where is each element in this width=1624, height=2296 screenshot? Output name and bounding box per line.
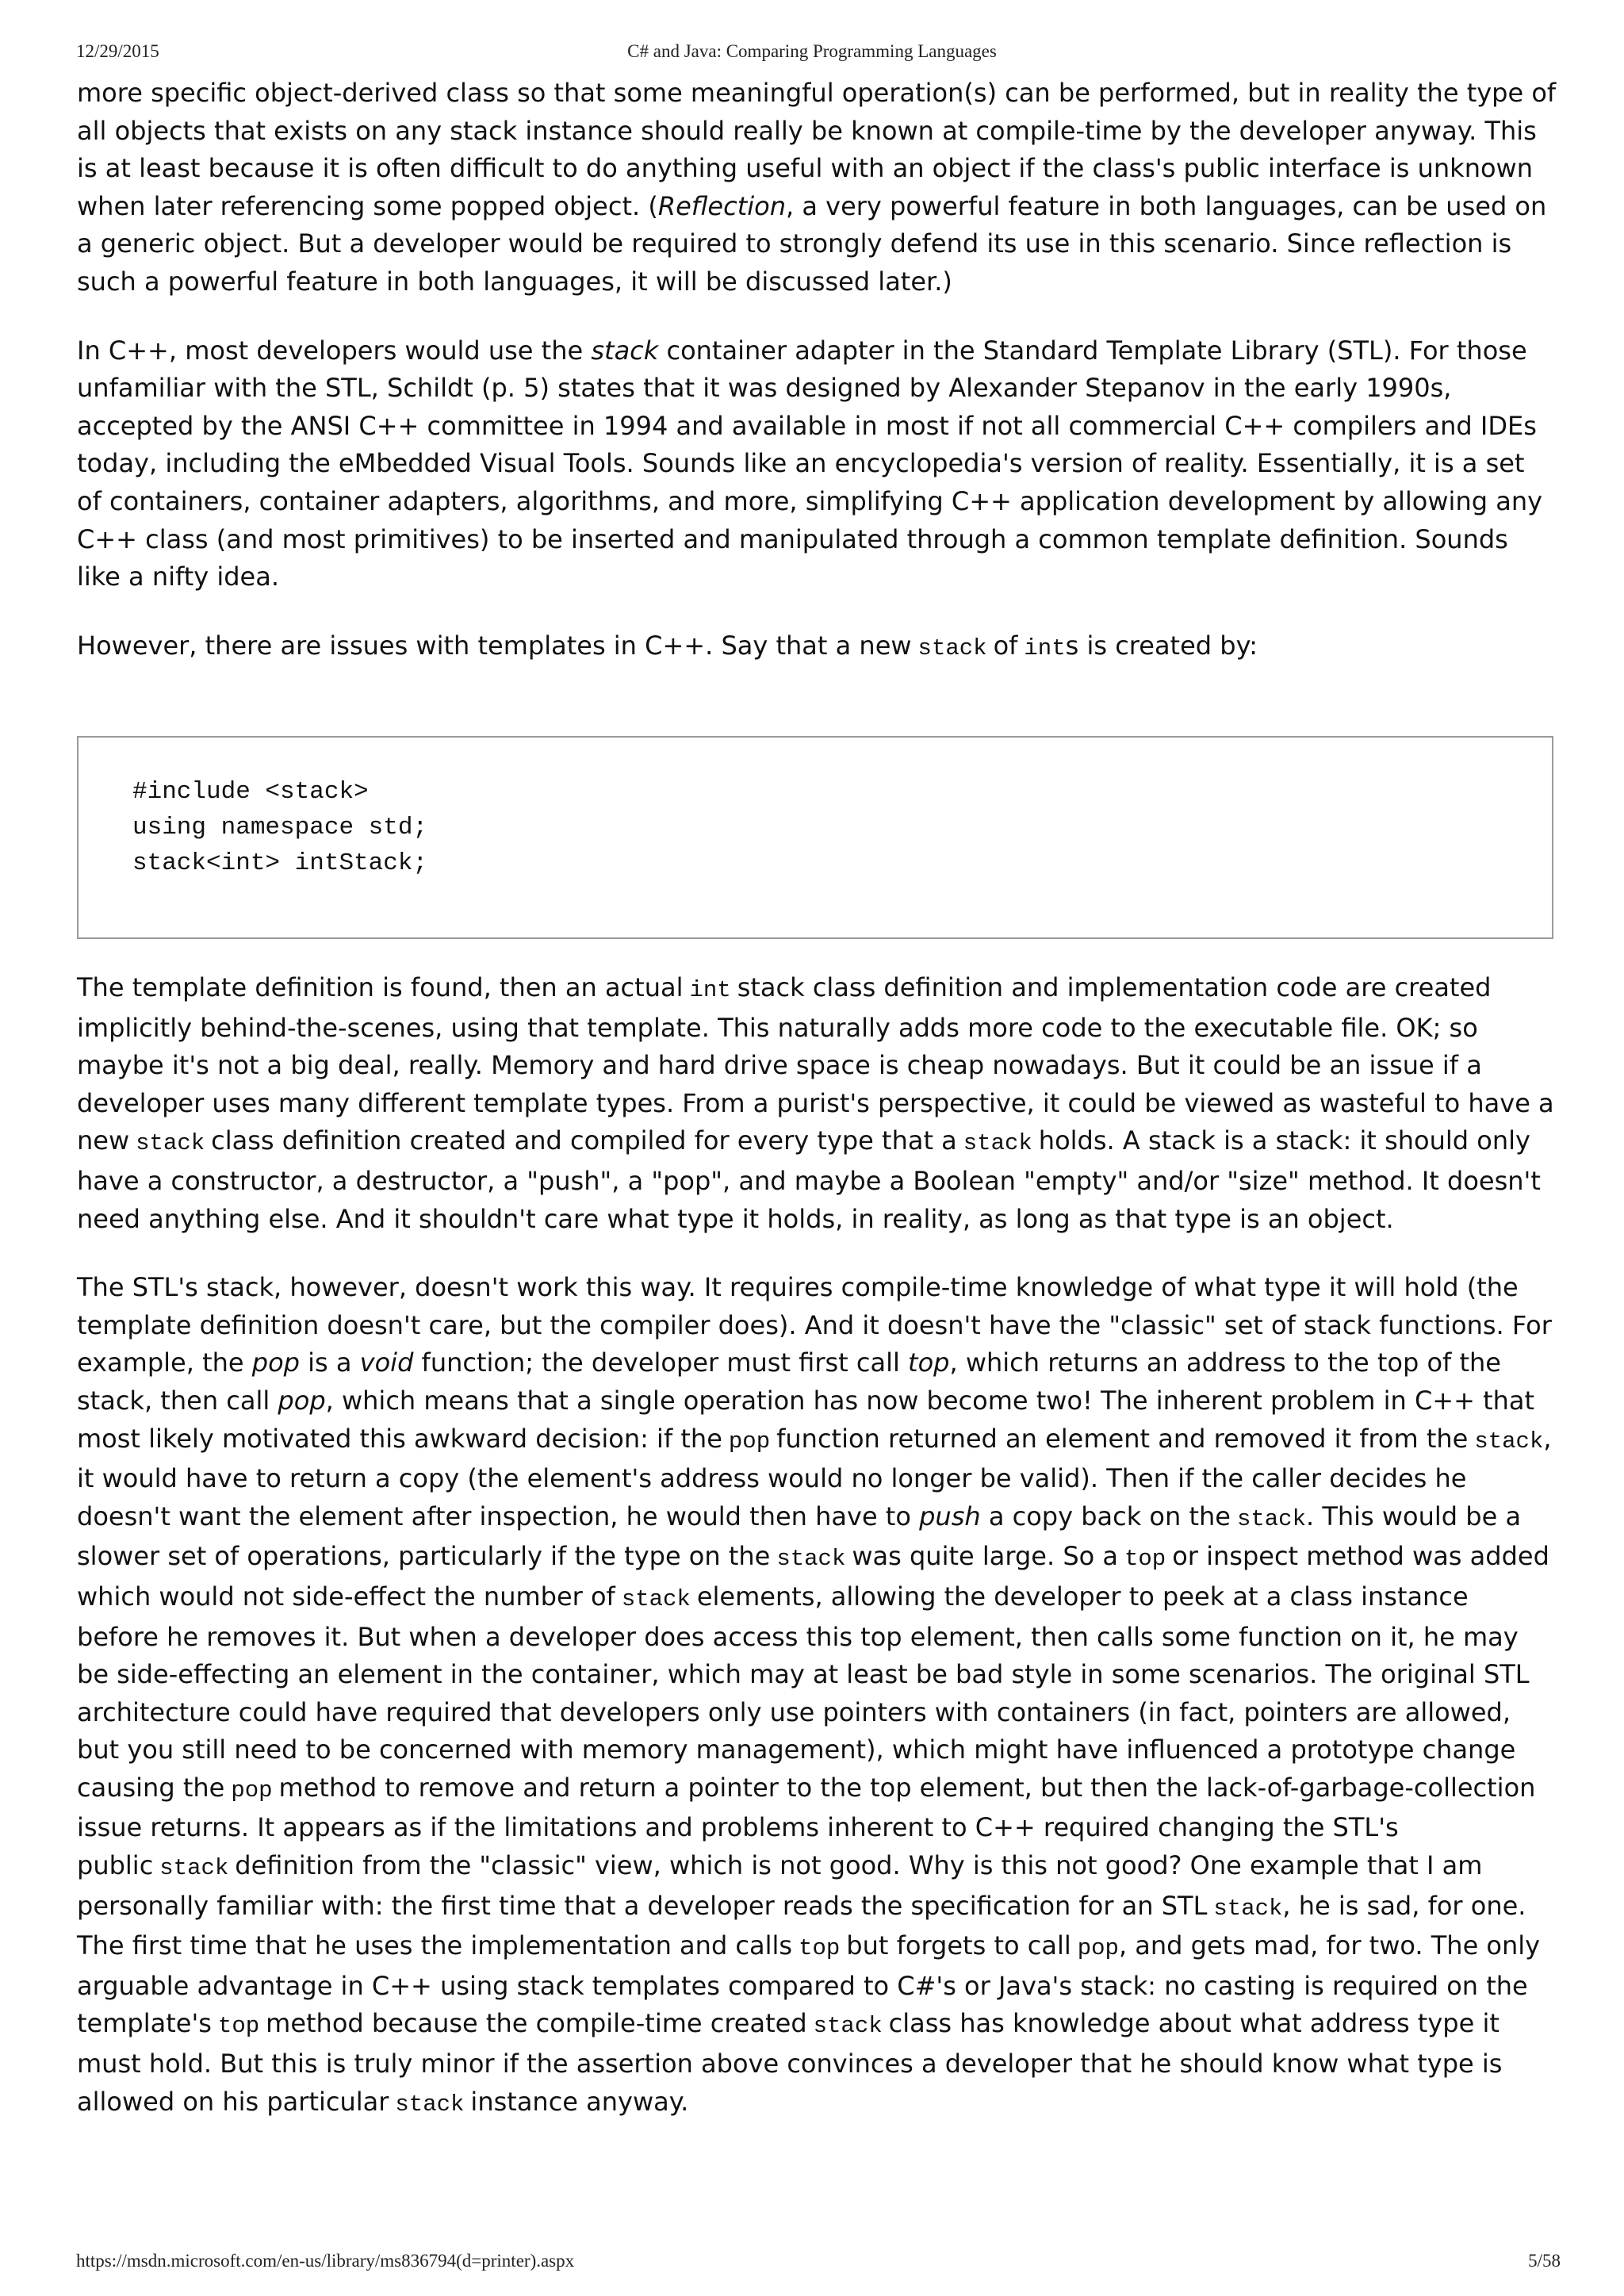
inline-code-stack: stack [1236, 1505, 1306, 1532]
inline-code-int: int [689, 977, 731, 1003]
emphasis-push: push [919, 1501, 981, 1531]
paragraph-template-issues: However, there are issues with templates in C++. Say that a new stack of ints is created by: [77, 630, 1258, 661]
inline-code-stack: stack [917, 634, 987, 661]
paragraph-template-definition: The template definition is found, then an actual int stack class definition and implementation code are created implicitly behind-the-scenes, using that template. This naturally adds more code to the executable file. OK; so maybe it's not a big deal, really. Memory and hard drive space is cheap nowadays. But it could be an issue if a developer uses many different template types. From a purist's perspective, it could be viewed as wasteful to have a new stack class definition created and compiled for every type that a stack holds. A stack is a stack: it should only have a constructor, a destructor, a "push", a "pop", and maybe a Boolean "empty" and/or "size" method. It doesn't need anything else. And it shouldn't care what type it holds, in reality, as long as that type is an object. [77, 972, 1554, 1234]
print-header-title: C# and Java: Comparing Programming Languages [627, 41, 997, 61]
inline-code-pop: pop [1077, 1935, 1119, 1962]
code-line-1: #include <stack> [132, 778, 369, 806]
inline-code-int: int [1024, 634, 1066, 661]
inline-code-stack: stack [395, 2091, 465, 2118]
emphasis-void: void [359, 1347, 414, 1378]
article-body-bottom [77, 969, 1557, 2123]
inline-code-top: top [799, 1935, 841, 1962]
inline-code-pop: pop [728, 1428, 771, 1455]
emphasis-top: top [908, 1347, 950, 1378]
paragraph-stl-intro: In C++, most developers would use the stack container adapter in the Standard Template Library (STL). For those unfamiliar with the STL, Schildt (p. 5) states that it was designed by Alexander Stepanov in the early 1990s, accepted by the ANSI C++ committee in 1994 and available in most if not all commercial C++ compilers and IDEs today, including the eMbedded Visual Tools. Sounds like an encyclopedia's version of reality. Essentially, it is a set of containers, container adapters, algorithms, and more, simplifying C++ application development by allowing any C++ class (and most primitives) to be inserted and manipulated through a common template definition. Sounds like a nifty idea. [77, 335, 1543, 592]
print-date: 12/29/2015 [76, 41, 159, 61]
emphasis-pop: pop [251, 1347, 300, 1378]
inline-code-stack: stack [1213, 1895, 1283, 1922]
inline-code-stack: stack [813, 2013, 883, 2040]
inline-code-top: top [1124, 1546, 1166, 1573]
paragraph-stl-stack: The STL's stack, however, doesn't work this way. It requires compile-time knowledge of what type it will hold (the template definition doesn't care, but the compiler does). And it doesn't have the "classic" set of stack functions. For example, the pop is a void function; the developer must first call top, which returns an address to the top of the stack, then call pop, which means that a single operation has now become two! The inherent problem in C++ that most likely motivated this awkward decision: if the pop function returned an element and removed it from the stack, it would have to return a copy (the element's address would no longer be valid). Then if the caller decides he doesn't want the element after inspection, he would then have to push a copy back on the stack. This would be a slower set of operations, particularly if the type on the stack was quite large. So a top or inspect method was added which would not side-effect the number of stack elements, allowing the developer to peek at a class instance before he removes it. But when a developer does access this top element, then calls some function on it, he may be side-effecting an element in the container, which may at least be bad style in some scenarios. The original STL architecture could have required that developers only use pointers with containers (in fact, pointers are allowed, but you still need to be concerned with memory management), which might have influenced a prototype change causing the pop method to remove and return a pointer to the top element, but then the lack-of-garbage-collection issue returns. It appears as if the limitations and problems inherent to C++ required changing the STL's public stack definition from the "classic" view, which is not good. Why is this not good? One example that I am personally familiar with: the first time that a developer reads the specification for an STL stack, he is sad, for one. The first time that he uses the implementation and calls top but forgets to call pop, and gets mad, for two. The only arguable advantage in C++ using stack templates compared to C#'s or Java's stack: no casting is required on the template's top method because the compile-time created stack class has knowledge about what address type it must hold. But this is truly minor if the assertion above convinces a developer that he should know what type is allowed on his particular stack instance anyway. [77, 1272, 1552, 2118]
emphasis-reflection: Reflection [657, 190, 786, 221]
code-line-2: using namespace std; [132, 814, 428, 841]
inline-code-stack: stack [776, 1546, 846, 1573]
inline-code-pop: pop [231, 1777, 273, 1803]
print-footer-url: https://msdn.microsoft.com/en-us/library/ms836794(d=printer).aspx [76, 2251, 575, 2271]
code-block [77, 736, 1553, 939]
inline-code-top: top [217, 2013, 260, 2040]
inline-code-stack: stack [1474, 1428, 1544, 1455]
inline-code-stack: stack [159, 1855, 229, 1882]
inline-code-stack: stack [963, 1130, 1032, 1157]
inline-code-stack: stack [136, 1130, 205, 1157]
page-number: 5/58 [1528, 2251, 1561, 2271]
paragraph-reflection: more specific object-derived class so that some meaningful operation(s) can be performed, but in reality the type of all objects that exists on any stack instance should really be known at compile-time by the developer anyway. This is at least because it is often difficult to do anything useful with an object if the class's public interface is unknown when later referencing some popped object. (Reflection, a very powerful feature in both languages, can be used on a generic object. But a developer would be required to strongly defend its use in this scenario. Since reflection is such a powerful feature in both languages, it will be discussed later.) [77, 78, 1557, 297]
emphasis-stack: stack [591, 335, 659, 366]
inline-code-stack: stack [621, 1585, 691, 1612]
article-body-top [77, 75, 1557, 667]
code-line-3: stack<int> intStack; [132, 849, 428, 877]
emphasis-pop: pop [278, 1385, 326, 1416]
